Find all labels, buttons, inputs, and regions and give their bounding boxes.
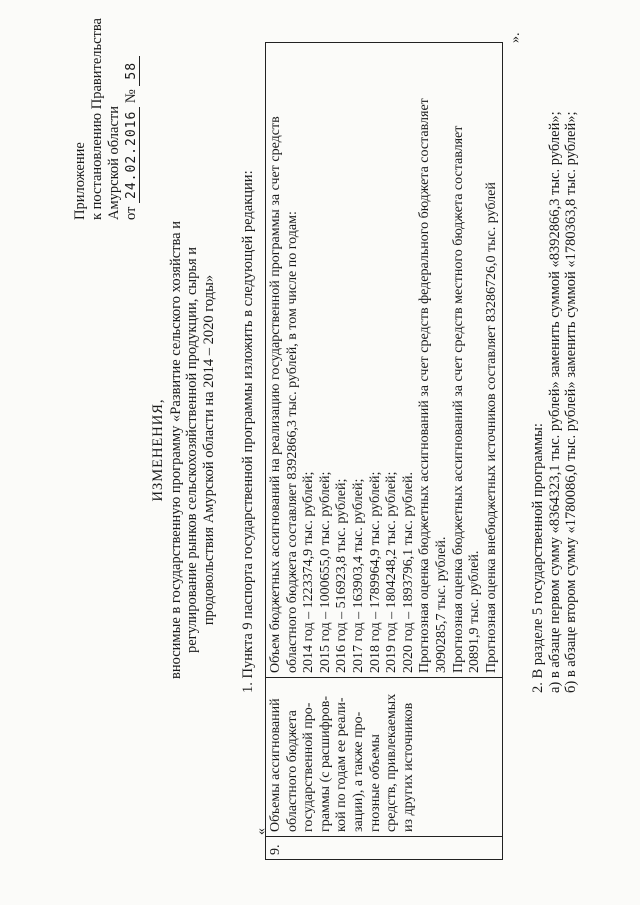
date-prefix: от xyxy=(123,206,139,220)
paragraph-2-item-a: а) в абзаце первом сумму «8364323,1 тыс. рублей» заменить суммой «8392866,3 тыс. рублей»; xyxy=(546,111,563,693)
value-line: 2019 год – 1804248,2 тыс. рублей; xyxy=(384,471,400,673)
label-line: гнозные объемы xyxy=(367,734,383,832)
appendix-title: Приложение xyxy=(72,142,88,220)
paragraph-2 xyxy=(530,13,580,693)
closing-quote: ». xyxy=(508,32,523,43)
value-line: областного бюджета составляет 8392866,3 тыс. рублей, в том числе по годам: xyxy=(284,211,300,673)
value-line: Прогнозная оценка бюджетных ассигнований за счет средств местного бюджета составляет xyxy=(450,125,466,673)
label-line: граммы (с расшифров- xyxy=(317,695,333,832)
value-line: Прогнозная оценка внебюджетных источников составляет 83286726,0 тыс. рублей xyxy=(483,182,499,673)
paragraph-2-item-b: б) в абзаце втором сумму «1780086,0 тыс. рублей» заменить суммой «1780363,8 тыс. рублей»; xyxy=(563,111,579,693)
label-line: средств, привлекаемых xyxy=(384,693,400,832)
label-line: государственной про- xyxy=(301,702,317,832)
value-line: 2020 год – 1893796,1 тыс. рублей. xyxy=(400,472,416,673)
value-line: 2017 год – 163903,4 тыс. рублей; xyxy=(350,478,366,673)
row-value xyxy=(266,43,503,678)
table-row xyxy=(266,43,503,860)
resolution-number: 58 xyxy=(124,56,140,86)
document-title xyxy=(150,215,217,685)
value-line: 2018 год – 1789964,9 тыс. рублей; xyxy=(367,471,383,673)
title-heading: ИЗМЕНЕНИЯ, xyxy=(150,398,166,502)
number-prefix: № xyxy=(123,89,139,104)
label-line: кой по годам ее реали- xyxy=(334,697,350,832)
appendix-block xyxy=(72,20,140,220)
label-line: Объемы ассигнований xyxy=(268,698,283,832)
resolution-date: 24.02.2016 xyxy=(124,107,140,203)
title-line-2: регулирование рынков сельскохозяйственной продукции, сырья и xyxy=(184,246,200,654)
value-line: 2014 год – 1223374,9 тыс. рублей; xyxy=(301,471,317,673)
label-line: областного бюджета xyxy=(284,710,300,832)
opening-quote: « xyxy=(254,828,269,835)
appendix-line-region: Амурской области xyxy=(106,106,122,220)
value-line: 2015 год – 1000655,0 тыс. рублей; xyxy=(317,471,333,673)
value-line: Прогнозная оценка бюджетных ассигнований за счет средств федерального бюджета составляет xyxy=(417,98,433,673)
label-line: из других источников xyxy=(400,702,416,832)
title-line-1: вносимые в государственную программу «Развитие сельского хозяйства и xyxy=(167,221,184,679)
paragraph-1: 1. Пункта 9 паспорта государственной программы изложить в следующей редакции: xyxy=(240,170,256,693)
paragraph-2-heading: 2. В разделе 5 государственной программы: xyxy=(530,423,546,693)
label-line: зации), а также про- xyxy=(350,711,366,832)
title-line-3: продовольствия Амурской области на 2014 – 2020 годы» xyxy=(200,274,217,626)
passport-table xyxy=(265,42,503,860)
value-line: 20891,9 тыс. рублей. xyxy=(467,550,483,673)
row-label xyxy=(266,678,503,837)
value-line: 2016 год – 516923,8 тыс. рублей; xyxy=(334,478,350,673)
value-line: Объем бюджетных ассигнований на реализацию государственной программы за счет средств xyxy=(268,116,283,673)
value-line: 3090285,7 тыс. рублей. xyxy=(433,536,449,673)
row-number: 9. xyxy=(266,837,503,860)
appendix-line-resolution: к постановлению Правительства xyxy=(89,18,105,220)
appendix-date-line xyxy=(123,20,140,220)
